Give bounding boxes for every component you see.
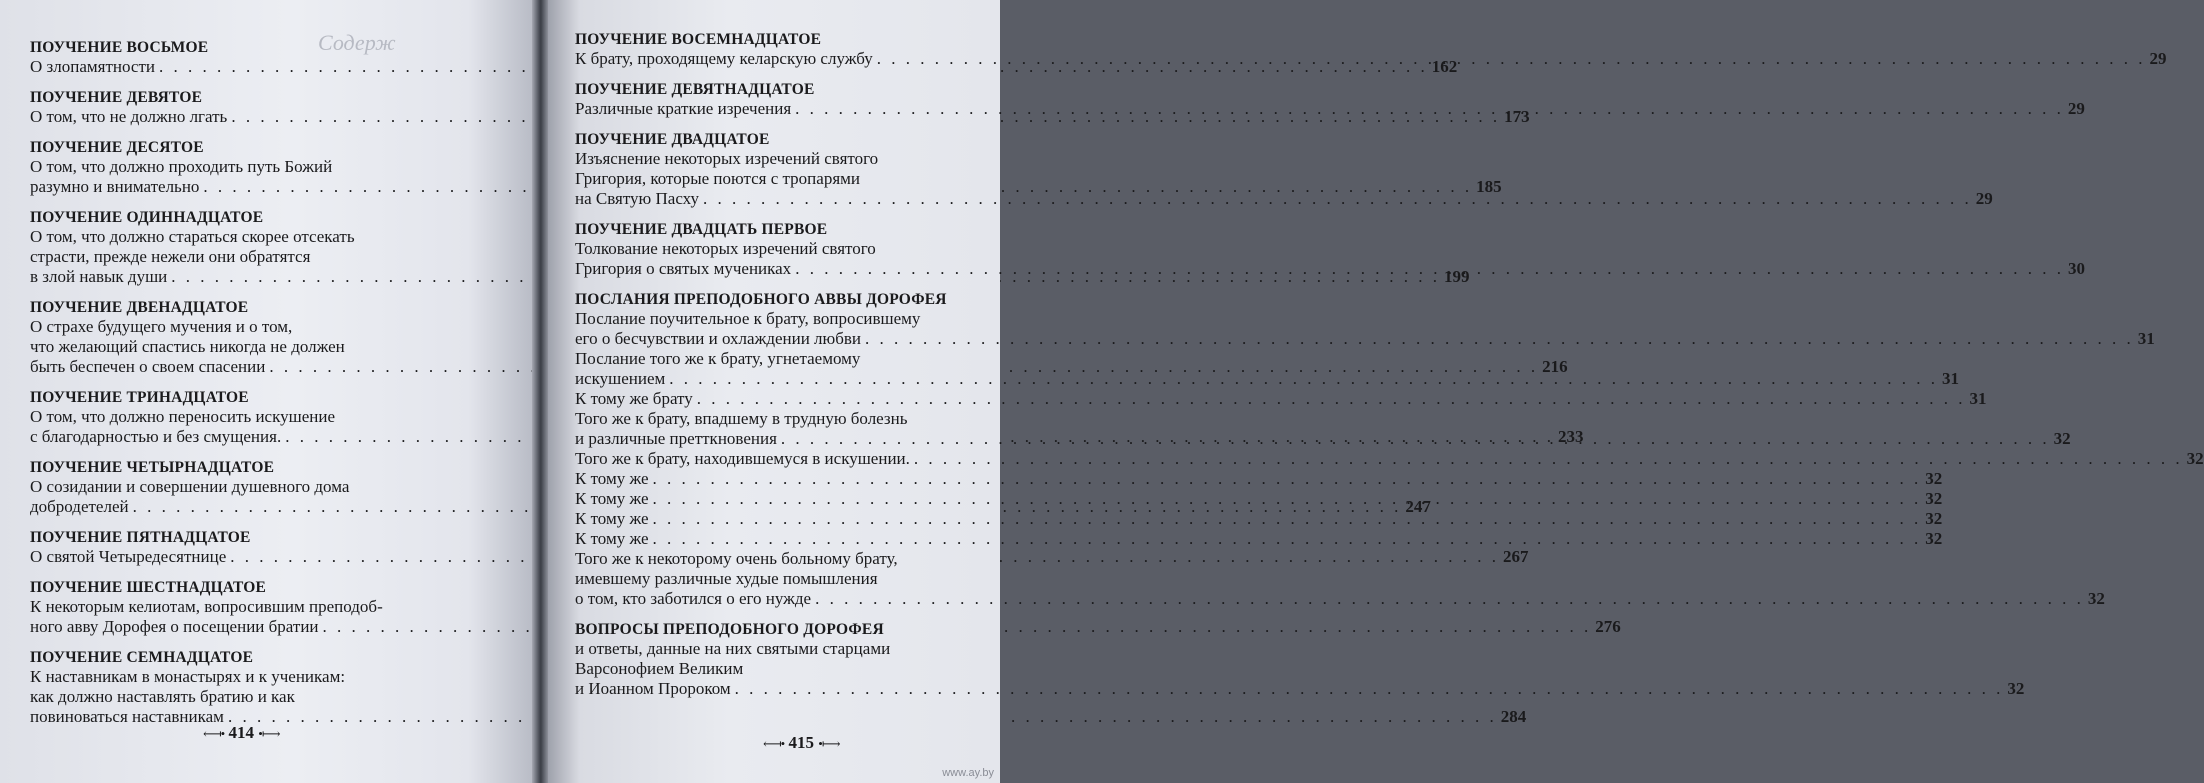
toc-line-text: Григория о святых мучениках	[575, 259, 792, 278]
toc-page-number: 30	[2067, 259, 2085, 278]
toc-page-number: 32	[1925, 529, 1943, 548]
watermark: www.ay.by	[942, 767, 994, 779]
toc-line-text: Григория, которые поются с тропарями	[575, 169, 860, 188]
toc-line-text: с благодарностью и без смущения.	[30, 427, 282, 446]
dot-leader	[781, 429, 2050, 449]
ornament-left-icon: ⟻•	[203, 726, 225, 741]
toc-line	[575, 309, 1015, 329]
toc-heading: ПОУЧЕНИЕ ДЕСЯТОЕ	[30, 139, 204, 156]
toc-page-number: 284	[1500, 707, 1527, 726]
toc-page-number: 247	[1405, 497, 1431, 516]
toc-line-text: О том, что должно стараться скорее отсекать	[30, 227, 355, 246]
toc-page-number: 32	[1925, 469, 1943, 488]
toc-heading: ПОУЧЕНИЕ ДЕВЯТНАДЦАТОЕ	[575, 81, 815, 98]
toc-line-text: К тому же	[575, 529, 649, 548]
toc-line-text: О том, что должно проходить путь Божий	[30, 157, 333, 176]
toc-line-text: разумно и внимательно	[30, 177, 200, 196]
toc-line	[575, 369, 1960, 389]
dot-leader	[877, 49, 2146, 69]
toc-line	[30, 407, 492, 427]
toc-page-number: 32	[1925, 489, 1943, 508]
toc-heading: ПОСЛАНИЯ ПРЕПОДОБНОГО АВВЫ ДОРОФЕЯ	[575, 291, 947, 308]
toc-page-number: 276	[1595, 617, 1621, 636]
toc-heading: ПОУЧЕНИЕ ДВАДЦАТОЕ	[575, 131, 770, 148]
toc-line-text: К тому же	[575, 469, 649, 488]
toc-heading: ПОУЧЕНИЕ ШЕСТНАДЦАТОЕ	[30, 579, 267, 596]
ornament-left-icon: ⟻•	[763, 736, 785, 751]
toc-line-text: Того же к брату, впадшему в трудную болезнь	[575, 409, 908, 428]
toc-line-text: и различные претткновения	[575, 429, 777, 448]
toc-line	[575, 659, 1015, 679]
toc-page-number: 216	[1542, 357, 1568, 376]
toc-heading: ПОУЧЕНИЕ ОДИННАДЦАТОЕ	[30, 209, 264, 226]
toc-page-number: 173	[1504, 107, 1530, 126]
toc-page-number: 29	[2067, 99, 2085, 118]
toc-line-text: искушением	[575, 369, 666, 388]
toc-line-text: Варсонофием Великим	[575, 659, 744, 678]
toc-line	[30, 477, 492, 497]
toc-line-text: Того же к брату, находившемуся в искушении.	[575, 449, 910, 468]
dot-leader	[653, 529, 1922, 549]
dot-leader	[703, 189, 1972, 209]
dot-leader	[735, 679, 2004, 699]
toc-line	[575, 389, 1987, 409]
toc-line	[575, 409, 1015, 429]
toc-line-text: как должно наставлять братию и как	[30, 687, 295, 706]
toc-page-number: 199	[1444, 267, 1470, 286]
toc-line-text: что желающий спастись никогда не должен	[30, 337, 345, 356]
dot-leader	[653, 509, 1922, 529]
dot-leader	[914, 449, 2183, 469]
dot-leader	[815, 589, 2084, 609]
toc-heading: ПОУЧЕНИЕ ВОСЕМНАДЦАТОЕ	[575, 31, 822, 48]
toc-line-text: добродетелей	[30, 497, 129, 516]
toc-line	[30, 597, 492, 617]
dot-leader	[795, 99, 2064, 119]
toc-line-text: в злой навык души	[30, 267, 168, 286]
toc-line-text: О страхе будущего мучения и о том,	[30, 317, 293, 336]
toc-page-number: 185	[1476, 177, 1502, 196]
toc-heading: ПОУЧЕНИЕ ПЯТНАДЦАТОЕ	[30, 529, 251, 546]
toc-page-number: 32	[2186, 449, 2204, 468]
toc-page-number: 32	[1925, 509, 1943, 528]
toc-line-text: Различные краткие изречения	[575, 99, 792, 118]
toc-line-text: О том, что не должно лгать	[30, 107, 228, 126]
toc-line-text: Того же к некоторому очень больному брату,	[575, 549, 898, 568]
toc-line	[30, 687, 492, 707]
toc-page-number: 31	[2137, 329, 2155, 348]
dot-leader	[795, 259, 2064, 279]
toc-line	[575, 329, 2155, 349]
toc-page-number: 29	[1975, 189, 1993, 208]
toc-page-number: 32	[2053, 429, 2071, 448]
ornament-right-icon: •⟼	[258, 726, 280, 741]
toc-line	[575, 569, 1015, 589]
toc-page-number: 29	[2149, 49, 2167, 68]
toc-line-text: о том, кто заботился о его нужде	[575, 589, 812, 608]
toc-line-text: К тому же	[575, 509, 649, 528]
dot-leader	[653, 489, 1922, 509]
toc-heading: ПОУЧЕНИЕ ДВЕНАДЦАТОЕ	[30, 299, 249, 316]
toc-page-number: 31	[1969, 389, 1987, 408]
toc-line	[575, 239, 1015, 259]
dot-leader	[697, 389, 1966, 409]
toc-line	[30, 317, 492, 337]
toc-line	[575, 679, 2025, 699]
toc-line-text: Послание того же к брату, угнетаемому	[575, 349, 861, 368]
toc-line-text: К наставникам в монастырях и к ученикам:	[30, 667, 346, 686]
book-gutter	[532, 0, 548, 783]
toc-heading: ПОУЧЕНИЕ ВОСЬМОЕ	[30, 39, 209, 56]
toc-heading: ПОУЧЕНИЕ СЕМНАДЦАТОЕ	[30, 649, 254, 666]
toc-line	[575, 469, 1943, 489]
toc-line-text: Толкование некоторых изречений святого	[575, 239, 876, 258]
toc-line-text: О том, что должно переносить искушение	[30, 407, 335, 426]
toc-line-text: К тому же брату	[575, 389, 693, 408]
toc-line	[575, 189, 1993, 209]
toc-line	[30, 157, 492, 177]
toc-line	[575, 149, 1015, 169]
toc-line-text: О созидании и совершении душевного дома	[30, 477, 350, 496]
toc-line-text: К некоторым келиотам, вопросившим преподоб-	[30, 597, 383, 616]
toc-line	[575, 169, 1015, 189]
toc-line-text: на Святую Пасху	[575, 189, 700, 208]
toc-line-text: Послание поучительное к брату, вопросившему	[575, 309, 921, 328]
toc-line-text: О злопамятности	[30, 57, 155, 76]
toc-line	[575, 589, 2105, 609]
toc-heading: ПОУЧЕНИЕ ЧЕТЫРНАДЦАТОЕ	[30, 459, 275, 476]
toc-line-text: его о бесчувствии и охлаждении любви	[575, 329, 862, 348]
toc-line	[30, 667, 492, 687]
toc-heading: ПОУЧЕНИЕ ДЕВЯТОЕ	[30, 89, 203, 106]
toc-line	[575, 639, 1015, 659]
toc-page-number: 31	[1942, 369, 1960, 388]
toc-page-number: 233	[1557, 427, 1584, 446]
toc-line-text: К тому же	[575, 489, 649, 508]
ghost-page-title: Содерж	[318, 30, 396, 55]
toc-line-text: К брату, проходящему келарскую службу	[575, 49, 873, 68]
toc-heading: ПОУЧЕНИЕ ДВАДЦАТЬ ПЕРВОЕ	[575, 221, 828, 238]
toc-line-text: быть беспечен о своем спасении	[30, 357, 266, 376]
toc-line-text: повиноваться наставникам	[30, 707, 224, 726]
toc-line-text: страсти, прежде нежели они обратятся	[30, 247, 311, 266]
toc-line	[30, 337, 492, 357]
toc-line	[575, 449, 2204, 469]
toc-heading: ПОУЧЕНИЕ ТРИНАДЦАТОЕ	[30, 389, 249, 406]
toc-line-text: О святой Четыредесятнице	[30, 547, 227, 566]
toc-page-number: 32	[2007, 679, 2025, 698]
dot-leader	[669, 369, 1938, 389]
toc-page-number: 162	[1431, 57, 1458, 76]
toc-line	[30, 227, 492, 247]
toc-line-text: ного авву Дорофея о посещении братии	[30, 617, 319, 636]
ornament-right-icon: •⟼	[818, 736, 840, 751]
toc-line-text: и Иоанном Пророком	[575, 679, 731, 698]
toc-line-text: имевшему различные худые помышления	[575, 569, 878, 588]
toc-line	[575, 549, 1015, 569]
toc-line	[30, 247, 492, 267]
toc-line	[575, 509, 1943, 529]
dot-leader	[653, 469, 1922, 489]
toc-line-text: и ответы, данные на них святыми старцами	[575, 639, 891, 658]
page-number-right: ⟻• 415 •⟼	[763, 733, 840, 752]
toc-line	[575, 349, 1015, 369]
toc-line-text: Изъяснение некоторых изречений святого	[575, 149, 879, 168]
toc-page-number: 32	[2087, 589, 2105, 608]
toc-page-number: 267	[1503, 547, 1529, 566]
toc-heading: ВОПРОСЫ ПРЕПОДОБНОГО ДОРОФЕЯ	[575, 621, 884, 638]
dot-leader	[865, 329, 2134, 349]
page-number-left: ⟻• 414 •⟼	[203, 723, 280, 742]
toc-line	[575, 529, 1943, 549]
